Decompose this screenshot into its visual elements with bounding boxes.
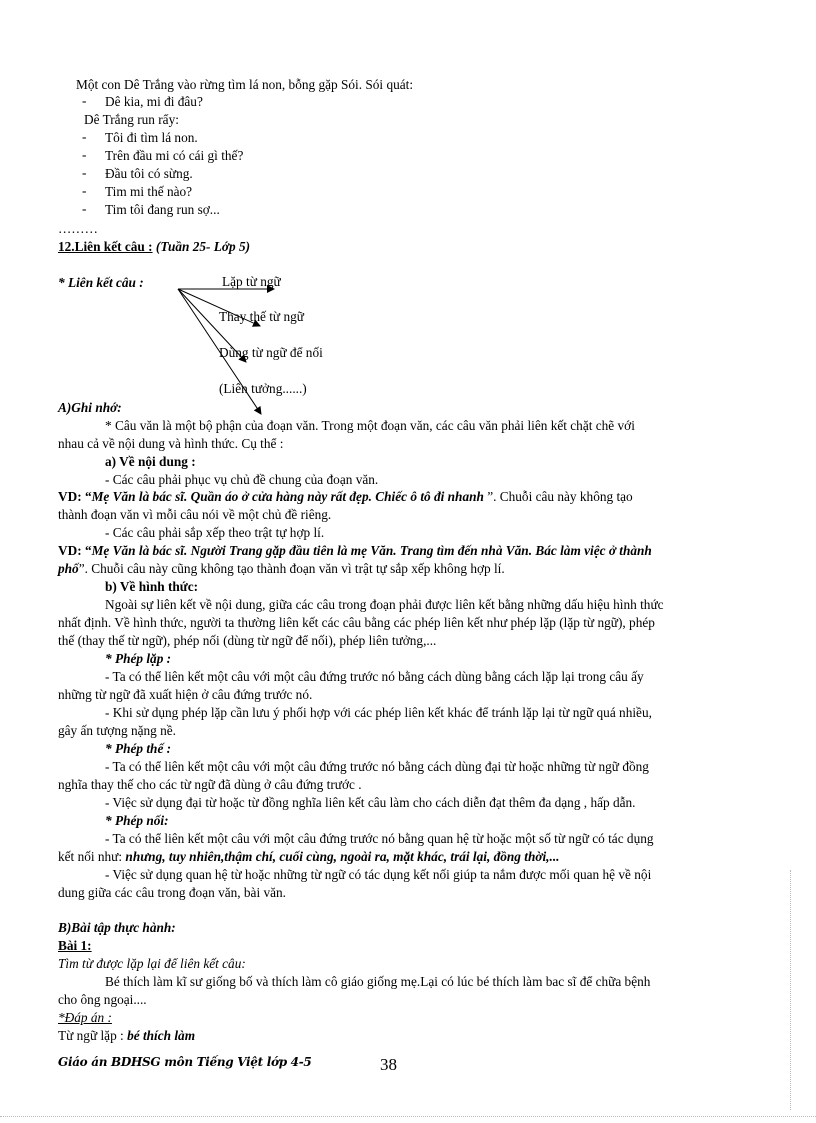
paragraph-line: thành đoạn văn vì mỗi câu nói về một chủ đề riêng.: [58, 507, 332, 522]
dialogue-line: Tim tôi đang run sợ...: [105, 202, 220, 217]
dialogue-line: Tôi đi tìm lá non.: [105, 130, 198, 145]
dialogue-dash: -: [82, 129, 87, 144]
exercise-text: cho ông ngoại....: [58, 992, 147, 1007]
example-label: VD: “: [58, 543, 92, 558]
connector-intro: kết nối như:: [58, 849, 126, 864]
example-comment: ”. Chuỗi câu này cũng không tạo thành đoạn văn vì trật tự sắp xếp không hợp lí.: [78, 561, 505, 576]
page-number: 38: [380, 1055, 397, 1074]
answer-heading: *Đáp án :: [58, 1010, 112, 1025]
paragraph-line: thế (thay thế từ ngữ), phép nối (dùng từ ngữ để nối), phép liên tưởng,...: [58, 633, 437, 648]
diagram-branch: Lặp từ ngữ: [222, 274, 281, 289]
paragraph-line: nhất định. Về hình thức, người ta thường liên kết các câu bằng các phép liên kết như phép lặp (lặp từ ngữ), phép: [58, 615, 655, 630]
section-title-main: 12.Liên kết câu :: [58, 239, 153, 254]
paragraph-line: - Ta có thể liên kết một câu với một câu đứng trước nó bằng cách dùng bằng cách lặp lại trong câu ấy: [105, 669, 644, 684]
paragraph-line: gây ấn tượng nặng nề.: [58, 723, 176, 738]
subheading-form: b) Về hình thức:: [105, 579, 199, 594]
dialogue-line: Đầu tôi có sừng.: [105, 166, 193, 181]
example-line: [58, 560, 505, 577]
dialogue-dash: -: [82, 147, 87, 162]
diagram-branch: Thay thế từ ngữ: [219, 309, 304, 324]
example-comment: ”. Chuỗi câu này không tạo: [483, 489, 633, 504]
paragraph-line: - Việc sử dụng quan hệ từ hoặc những từ ngữ có tác dụng kết nối giúp ta nắm được mối quan hệ về nội: [105, 867, 652, 882]
phep-lap-heading: * Phép lặp :: [105, 651, 172, 666]
paragraph-line: - Các câu phải sắp xếp theo trật tự hợp lí.: [105, 525, 325, 540]
example-line: [58, 488, 633, 505]
example-text: Mẹ Văn là bác sĩ. Quần áo ở cửa hàng này rất đẹp. Chiếc ô tô đi nhanh: [91, 489, 484, 504]
section-title-sub: (Tuần 25- Lớp 5): [155, 239, 251, 254]
exercise-task: Tìm từ được lặp lại để liên kết câu:: [58, 956, 246, 971]
paragraph-line: nhau cả về nội dung và hình thức. Cụ thể :: [58, 436, 284, 451]
diagram-branch: (Liên tưởng......): [219, 381, 307, 396]
paragraph-line: - Việc sử dụng đại từ hoặc từ đồng nghĩa liên kết câu làm cho cách diễn đạt thêm đa dạng , hấp dẫn.: [105, 795, 636, 810]
dialogue-dash: -: [82, 93, 87, 108]
paragraph-line: Ngoài sự liên kết về nội dung, giữa các câu trong đoạn phải được liên kết bằng những dấu hiệu hình thức: [105, 597, 664, 612]
connector-list: nhưng, tuy nhiên,thậm chí, cuối cùng, ngoài ra, mặt khác, trái lại, đồng thời,...: [125, 849, 560, 864]
diagram-root: * Liên kết câu :: [58, 275, 144, 290]
intro-line: Một con Dê Trắng vào rừng tìm lá non, bỗng gặp Sói. Sói quát:: [76, 77, 414, 92]
speaker-line: Dê Trắng run rẩy:: [84, 112, 179, 127]
dialogue-dash: -: [82, 165, 87, 180]
paragraph-line: - Khi sử dụng phép lặp cần lưu ý phối hợp với các phép liên kết khác để tránh lặp lại từ ngữ quá nhiều,: [105, 705, 652, 720]
phep-noi-heading: * Phép nối:: [105, 813, 169, 828]
example-text: phố: [58, 561, 79, 576]
dialogue-line: Trên đầu mi có cái gì thế?: [105, 148, 244, 163]
page-border-bottom: [0, 1116, 816, 1117]
paragraph-line: - Ta có thể liên kết một câu với một câu đứng trước nó bằng quan hệ từ hoặc một số từ ngữ có tác dụng: [105, 831, 654, 846]
exercise-text: Bé thích làm kĩ sư giống bố và thích làm cô giáo giống mẹ.Lại có lúc bé thích làm bac sĩ để chữa bệnh: [105, 974, 651, 989]
phep-the-heading: * Phép thế :: [105, 741, 172, 756]
paragraph-line: những từ ngữ đã xuất hiện ở câu đứng trước nó.: [58, 687, 313, 702]
footer-title: Giáo án BDHSG môn Tiếng Việt lớp 4-5: [58, 1055, 312, 1069]
diagram-branch: Dùng từ ngữ để nối: [219, 345, 323, 360]
paragraph-line: nghĩa thay thế cho các từ ngữ đã dùng ở câu đứng trước .: [58, 777, 362, 792]
example-text: Mẹ Văn là bác sĩ. Người Trang gặp đầu tiên là mẹ Văn. Trang tìm đến nhà Văn. Bác làm việc ở thành: [91, 543, 652, 558]
page-border-right: [790, 870, 791, 1110]
example-line: [58, 542, 652, 559]
dialogue-line: Dê kia, mi đi đâu?: [105, 94, 203, 109]
dialogue-dash: -: [82, 183, 87, 198]
paragraph-line: * Câu văn là một bộ phận của đoạn văn. Trong một đoạn văn, các câu văn phải liên kết chặt chẽ với: [105, 418, 635, 433]
paragraph-line: dung giữa các câu trong đoạn văn, bài văn.: [58, 885, 287, 900]
dialogue-dash: -: [82, 201, 87, 216]
answer-label: Từ ngữ lặp :: [58, 1028, 128, 1043]
exercise-title: Bài 1:: [58, 938, 92, 953]
subheading-content: a) Về nội dung :: [105, 454, 196, 469]
link-diagram: [0, 0, 816, 420]
example-label: VD: “: [58, 489, 92, 504]
ghi-nho-heading: A)Ghi nhớ:: [58, 400, 122, 415]
paragraph-line: - Ta có thể liên kết một câu với một câu đứng trước nó bằng cách dùng đại từ hoặc những từ ngữ đồng: [105, 759, 649, 774]
ellipsis: ………: [58, 221, 98, 236]
dialogue-line: Tim mi thế nào?: [105, 184, 193, 199]
bai-tap-heading: B)Bài tập thực hành:: [58, 920, 176, 935]
answer-line: [58, 1027, 195, 1044]
paragraph-line: - Các câu phải phục vụ chủ đề chung của đoạn văn.: [105, 472, 379, 487]
paragraph-line: [58, 848, 559, 865]
answer-value: bé thích làm: [127, 1028, 196, 1043]
